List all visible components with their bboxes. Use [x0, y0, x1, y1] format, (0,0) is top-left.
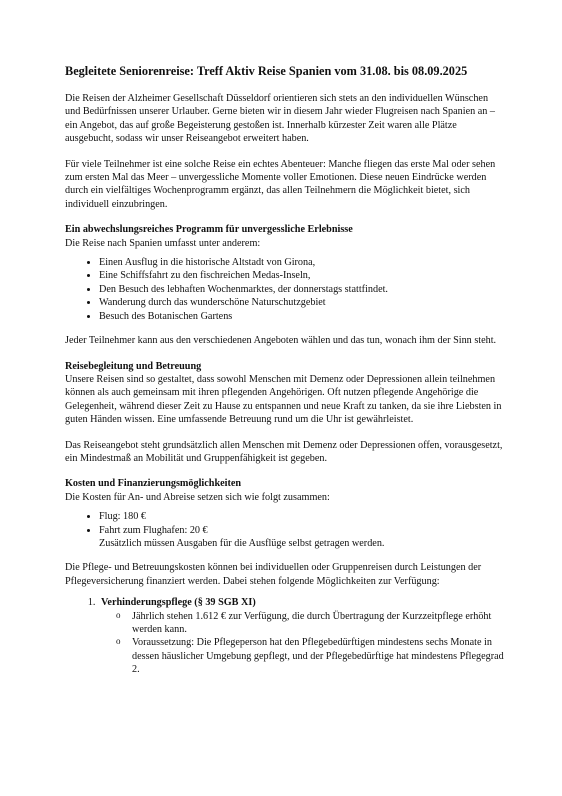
- intro-paragraph-2: Für viele Teilnehmer ist eine solche Reise ein echtes Abenteuer: Manche fliegen das erste Mal oder sehen zum ersten Mal das Meer – unvergessliche Momente voller Emotionen. Diese neuen Eindrücke werden durch ein vielfältiges Wochenprogramm ergänzt, das allen Teilnehmern die Möglichkeit bietet, sich individuell einzubringen.: [65, 158, 496, 210]
- document-page: [65, 64, 505, 677]
- list-item: o Voraussetzung: Die Pflegeperson hat den Pflegebedürftigen mindestens sechs Monate in dessen häuslicher Umgebung gepflegt, und der Pflegebedürftige hat mindestens Pflegegrad 2.: [116, 636, 505, 676]
- list-item: • Flug: 180 €: [99, 510, 505, 523]
- list-item: • Eine Schiffsfahrt zu den fischreichen Medas-Inseln,: [99, 269, 505, 282]
- financing-option: [98, 596, 505, 676]
- support-paragraph-2: Das Reiseangebot steht grundsätzlich allen Menschen mit Demenz oder Depressionen offen, vorausgesetzt, ein Mindestmaß an Mobilität und Gruppenfähigkeit ist gegeben.: [65, 439, 503, 464]
- intro-paragraph-1: Die Reisen der Alzheimer Gesellschaft Düsseldorf orientieren sich stets an den individuellen Wünschen und Bedürfnissen unserer Urlauber. Gerne bieten wir in diesem Jahr wieder Flugreisen nach Spanien an – ein Angebot, das auf große Begeisterung gestoßen ist. Innerhalb kürzester Zeit waren alle Plätze ausgebucht, sodass wir unser Reiseangebot erweitert haben.: [65, 93, 496, 145]
- program-closing: Jeder Teilnehmer kann aus den verschiedenen Angeboten wählen und das tun, wonach ihm der Sinn steht.: [65, 335, 497, 347]
- financing-options-list: [65, 596, 505, 676]
- list-item: • Besuch des Botanischen Gartens: [99, 310, 505, 323]
- support-heading: Reisebegleitung und Betreuung: [65, 360, 202, 372]
- list-item: • Den Besuch des lebhaften Wochenmarktes, der donnerstags stattfindet.: [99, 283, 505, 296]
- financing-option-heading: Verhinderungspflege (§ 39 SGB XI): [101, 597, 256, 609]
- list-item-text: Fahrt zum Flughafen: 20 €: [99, 524, 208, 536]
- costs-heading: Kosten und Finanzierungsmöglichkeiten: [65, 478, 242, 490]
- list-item: • Wanderung durch das wunderschöne Naturschutzgebiet: [99, 296, 505, 309]
- document-title: Begleitete Seniorenreise: Treff Aktiv Reise Spanien vom 31.08. bis 08.09.2025: [65, 64, 468, 78]
- list-item: o Jährlich stehen 1.612 € zur Verfügung, die durch Übertragung der Kurzzeitpflege erhöht werden kann.: [116, 610, 505, 637]
- program-heading: Ein abwechslungsreiches Programm für unvergessliche Erlebnisse: [65, 224, 353, 236]
- costs-list: [65, 510, 505, 550]
- financing-paragraph: Die Pflege- und Betreuungskosten können bei individuellen oder Gruppenreisen durch Leistungen der Pflegeversicherung finanziert werden. Dabei stehen folgende Möglichkeiten zur Verfügung:: [65, 562, 482, 587]
- program-list: [65, 256, 505, 323]
- list-item: [99, 524, 505, 551]
- list-item: • Einen Ausflug in die historische Altstadt von Girona,: [99, 256, 505, 269]
- costs-extra-note: Zusätzlich müssen Ausgaben für die Ausflüge selbst getragen werden.: [99, 537, 385, 549]
- program-lead: Die Reise nach Spanien umfasst unter anderem:: [65, 237, 261, 249]
- costs-lead: Die Kosten für An- und Abreise setzen sich wie folgt zusammen:: [65, 491, 330, 503]
- financing-option-points: [101, 610, 505, 677]
- support-paragraph-1: Unsere Reisen sind so gestaltet, dass sowohl Menschen mit Demenz oder Depressionen allein teilnehmen können als auch gemeinsam mit ihren pflegenden Angehörigen. Oft nutzen pflegende Angehörige die Gelegenheit, während dieser Zeit zu Hause zu entspannen und neue Kraft zu tanken, da sie ihre Liebsten in guten Händen wissen. Eine umfassende Betreuung rund um die Uhr ist gewährleistet.: [65, 373, 502, 426]
